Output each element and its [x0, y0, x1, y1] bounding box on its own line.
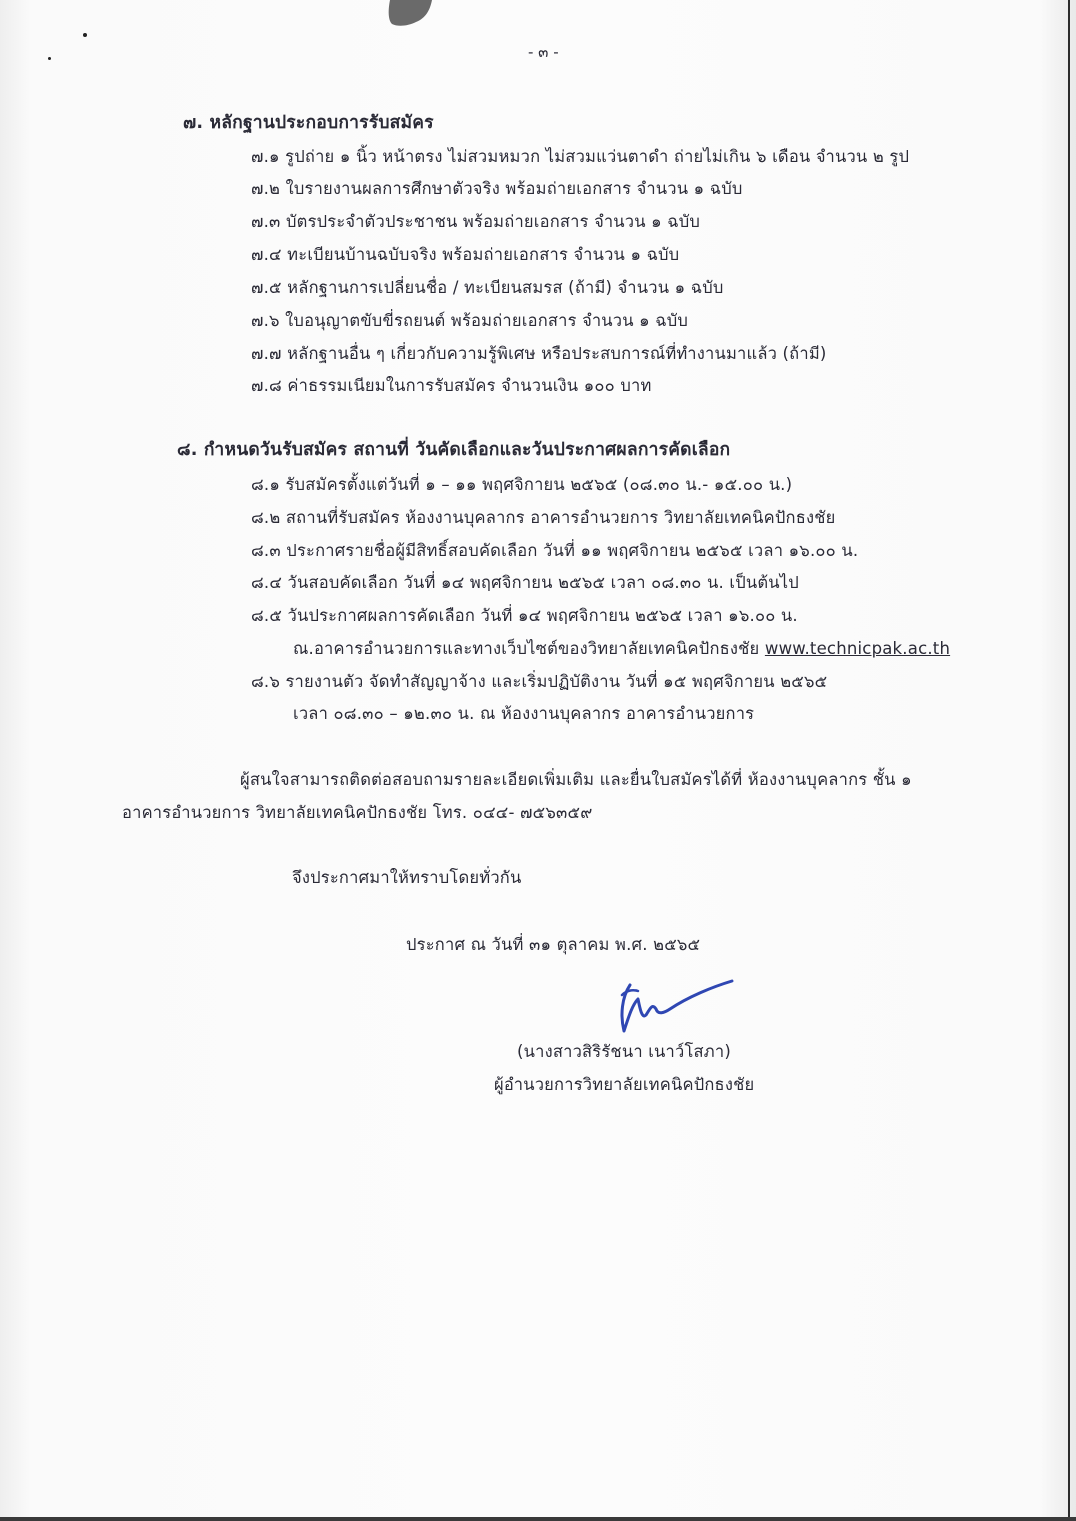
announcement-location: ณ.อาคารอำนวยการและทางเว็บไซต์ของวิทยาลัยเทคนิคปักธงชัย	[293, 639, 760, 658]
section-7-item: ๗.๖ ใบอนุญาตขับขี่รถยนต์ พร้อมถ่ายเอกสาร จำนวน ๑ ฉบับ	[251, 311, 689, 330]
contact-paragraph-line-2: อาคารอำนวยการ วิทยาลัยเทคนิคปักธงชัย โทร. ๐๔๔- ๗๕๖๓๕๙	[122, 803, 593, 822]
announcement-date: ประกาศ ณ วันที่ ๓๑ ตุลาคม พ.ศ. ๒๕๖๕	[406, 935, 701, 954]
section-8-item: ๘.๖ รายงานตัว จัดทำสัญญาจ้าง และเริ่มปฏิบัติงาน วันที่ ๑๕ พฤศจิกายน ๒๕๖๕	[251, 672, 828, 691]
signature-mark	[612, 975, 742, 1037]
signer-position: ผู้อำนวยการวิทยาลัยเทคนิคปักธงชัย	[494, 1075, 755, 1094]
scan-speck	[83, 33, 87, 37]
closing-statement: จึงประกาศมาให้ทราบโดยทั่วกัน	[292, 868, 522, 887]
section-7-item: ๗.๘ ค่าธรรมเนียมในการรับสมัคร จำนวนเงิน ๑๐๐ บาท	[251, 376, 652, 395]
page-edge-right	[1068, 0, 1070, 1521]
college-website-link[interactable]: www.technicpak.ac.th	[764, 639, 951, 658]
page-number: - ๓ -	[528, 43, 559, 61]
section-8-heading: ๘. กำหนดวันรับสมัคร สถานที่ วันคัดเลือกและวันประกาศผลการคัดเลือก	[177, 440, 731, 460]
section-7-item: ๗.๗ หลักฐานอื่น ๆ เกี่ยวกับความรู้พิเศษ หรือประสบการณ์ที่ทำงานมาแล้ว (ถ้ามี)	[251, 344, 827, 363]
section-7-item: ๗.๔ ทะเบียนบ้านฉบับจริง พร้อมถ่ายเอกสาร จำนวน ๑ ฉบับ	[251, 245, 680, 264]
section-8-item: ๘.๕ วันประกาศผลการคัดเลือก วันที่ ๑๔ พฤศจิกายน ๒๕๖๕ เวลา ๑๖.๐๐ น.	[251, 606, 798, 625]
section-7-item: ๗.๑ รูปถ่าย ๑ นิ้ว หน้าตรง ไม่สวมหมวก ไม่สวมแว่นตาดำ ถ่ายไม่เกิน ๖ เดือน จำนวน ๒ รูป	[251, 147, 910, 166]
signer-name: (นางสาวสิริรัชนา เนาว์โสภา)	[517, 1042, 731, 1061]
section-7-item: ๗.๕ หลักฐานการเปลี่ยนชื่อ / ทะเบียนสมรส (ถ้ามี) จำนวน ๑ ฉบับ	[251, 278, 724, 297]
scan-speck	[48, 57, 51, 60]
contact-paragraph-line-1: ผู้สนใจสามารถติดต่อสอบถามรายละเอียดเพิ่มเติม และยื่นใบสมัครได้ที่ ห้องงานบุคลากร ชั้น ๑	[240, 770, 912, 789]
section-7-item: ๗.๒ ใบรายงานผลการศึกษาตัวจริง พร้อมถ่ายเอกสาร จำนวน ๑ ฉบับ	[251, 179, 743, 198]
section-8-item: ๘.๒ สถานที่รับสมัคร ห้องงานบุคลากร อาคารอำนวยการ วิทยาลัยเทคนิคปักธงชัย	[251, 508, 836, 527]
section-8-item-continuation: เวลา ๐๘.๓๐ – ๑๒.๓๐ น. ณ ห้องงานบุคลากร อาคารอำนวยการ	[293, 704, 755, 723]
section-7-heading: ๗. หลักฐานประกอบการรับสมัคร	[183, 113, 434, 133]
section-7-item: ๗.๓ บัตรประจำตัวประชาชน พร้อมถ่ายเอกสาร จำนวน ๑ ฉบับ	[251, 212, 701, 231]
section-8-item: ๘.๑ รับสมัครตั้งแต่วันที่ ๑ – ๑๑ พฤศจิกายน ๒๕๖๕ (๐๘.๓๐ น.- ๑๕.๐๐ น.)	[251, 475, 793, 494]
page-edge-bottom	[0, 1517, 1076, 1521]
section-8-item-continuation	[293, 637, 950, 661]
section-8-item: ๘.๔ วันสอบคัดเลือก วันที่ ๑๔ พฤศจิกายน ๒๕๖๕ เวลา ๐๘.๓๐ น. เป็นต้นไป	[251, 573, 799, 592]
section-8-item: ๘.๓ ประกาศรายชื่อผู้มีสิทธิ์สอบคัดเลือก วันที่ ๑๑ พฤศจิกายน ๒๕๖๕ เวลา ๑๖.๐๐ น.	[251, 541, 859, 560]
scan-blot	[386, 0, 436, 28]
